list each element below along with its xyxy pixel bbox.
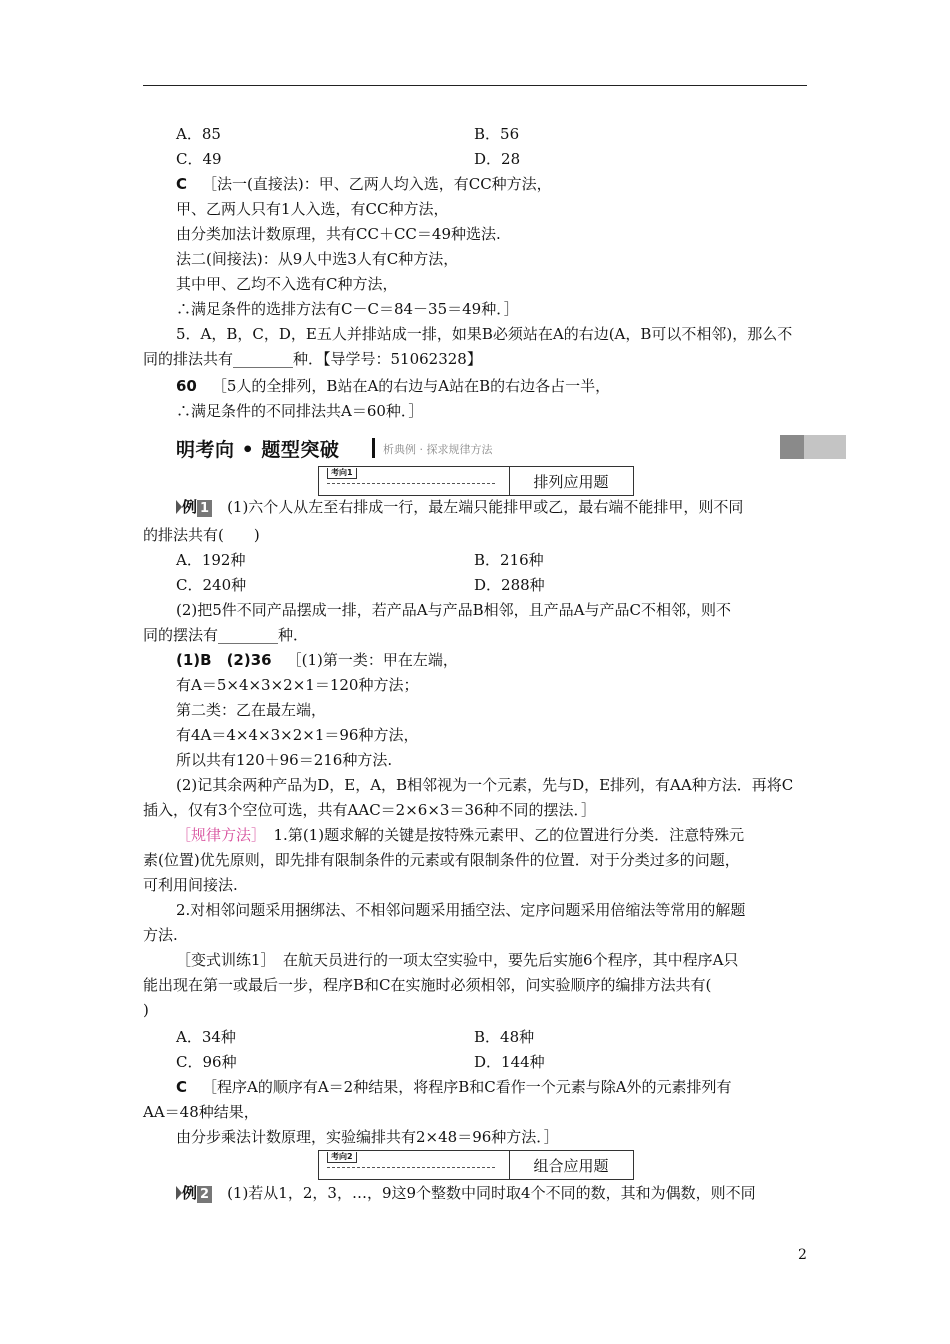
- line-text: 有4A＝4×4×3×2×1＝96种方法，: [176, 726, 419, 744]
- text-line: [474, 149, 520, 169]
- line-text: ［变式训练1］ 在航天员进行的一项太空实验中，要先后实施6个程序，其中程序A只: [176, 951, 739, 969]
- text-line: [143, 875, 238, 895]
- line-text: C．96种: [176, 1053, 237, 1071]
- text-line: [176, 650, 458, 670]
- text-line: [176, 174, 552, 194]
- line-text: (2)把5件不同产品摆成一排，若产品A与产品B相邻，且产品A与产品C不相邻，则不: [176, 601, 731, 619]
- line-text: ∴满足条件的不同排法共A＝60种．］: [176, 402, 424, 420]
- page-number: 2: [798, 1247, 807, 1263]
- text-line: [474, 575, 545, 595]
- line-text: B．48种: [474, 1028, 535, 1046]
- line-text: 第二类：乙在最左端，: [176, 701, 327, 719]
- text-line: [176, 324, 792, 344]
- text-line: [176, 249, 458, 269]
- line-text: 素(位置)优先原则，即先排有限制条件的元素或有限制条件的位置．对于分类过多的问题，: [143, 851, 740, 869]
- text-line: [143, 1102, 259, 1122]
- text-line: [176, 550, 245, 570]
- line-text: ［法一(直接法)：甲、乙两人均入选，有CC种方法，: [202, 175, 552, 193]
- line-text: C．49: [176, 150, 222, 168]
- topic-tag-box: [318, 1150, 634, 1180]
- text-line: [143, 525, 260, 545]
- example-text: (1)若从1，2，3，…，9这9个整数中同时取4个不同的数，其和为偶数，则不同: [212, 1184, 756, 1202]
- text-line: [143, 850, 740, 870]
- banner-divider: [372, 438, 375, 458]
- method-label: ［规律方法］: [176, 826, 267, 844]
- text-line: [176, 199, 449, 219]
- line-text: 同的摆法有________种．: [143, 626, 309, 644]
- text-line: [176, 825, 744, 845]
- text-line: [176, 1052, 237, 1072]
- line-text: 同的排法共有________种．【导学号：51062328】: [143, 350, 482, 368]
- topic-title: 组合应用题: [533, 1157, 609, 1175]
- text-line: [176, 274, 397, 294]
- example-number: 2: [197, 1186, 212, 1203]
- text-line: [176, 750, 392, 770]
- text-line: [176, 725, 418, 745]
- topic-title: 排列应用题: [533, 473, 609, 491]
- line-text: (2)记其余两种产品为D，E，A，B相邻视为一个元素，先与D，E排列，有AA种方法．再将C: [176, 776, 794, 794]
- line-text: C．240种: [176, 576, 247, 594]
- text-line: [176, 675, 418, 695]
- line-text: 由分类加法计数原理，共有CC＋CC＝49种选法.: [176, 225, 501, 243]
- dashed-line: [327, 1167, 495, 1168]
- line-text: 可利用间接法.: [143, 876, 238, 894]
- line-text: 有A＝5×4×3×2×1＝120种方法；: [176, 676, 419, 694]
- line-text: 1.第(1)题求解的关键是按特殊元素甲、乙的位置进行分类．注意特殊元: [273, 826, 745, 844]
- dashed-line: [327, 483, 495, 484]
- example-line: [176, 1183, 756, 1203]
- line-text: A．34种: [176, 1028, 236, 1046]
- header-rule: [143, 85, 807, 86]
- text-line: [474, 124, 519, 144]
- section-banner: [174, 435, 846, 461]
- text-line: [474, 1027, 534, 1047]
- example-text: (1)六个人从左至右排成一行，最左端只能排甲或乙，最右端不能排甲，则不同: [212, 498, 744, 516]
- line-text: 2.对相邻问题采用捆绑法、不相邻问题采用插空法、定序问题采用倍缩法等常用的解题: [176, 901, 746, 919]
- line-text: 能出现在第一或最后一步，程序B和C在实施时必须相邻，问实验顺序的编排方法共有(: [143, 976, 712, 994]
- example-label: 例: [182, 1184, 198, 1202]
- text-line: [176, 575, 246, 595]
- line-text: 插入，仅有3个空位可选，共有AAC＝2×6×3＝36种不同的摆法．］: [143, 801, 597, 819]
- line-text: 甲、乙两人只有1人入选，有CC种方法，: [176, 200, 449, 218]
- line-text: D．28: [474, 150, 521, 168]
- line-text: B．56: [474, 125, 520, 143]
- text-line: [176, 376, 610, 396]
- line-text: ［程序A的顺序有A＝2种结果，将程序B和C看作一个元素与除A外的元素排列有: [202, 1078, 732, 1096]
- line-text: ［(1)第一类：甲在左端，: [286, 651, 458, 669]
- line-text: 由分步乘法计数原理，实验编排共有2×48＝96种方法．］: [176, 1128, 559, 1146]
- example-line: [176, 497, 743, 517]
- text-line: [143, 625, 308, 645]
- text-line: [474, 550, 544, 570]
- topic-tag: 考向2: [327, 1152, 357, 1163]
- text-line: [474, 1052, 545, 1072]
- section-subtitle: 析典例 · 探求规律方法: [383, 443, 493, 456]
- text-line: [176, 700, 326, 720]
- line-text: A．85: [176, 125, 221, 143]
- text-line: [176, 299, 519, 319]
- answer-label: 60: [176, 377, 197, 395]
- example-label: 例: [182, 498, 198, 516]
- topic-tag: 考向1: [327, 468, 357, 479]
- banner-dark-block: [780, 435, 804, 459]
- text-line: [143, 800, 596, 820]
- text-line: [176, 124, 221, 144]
- line-text: A．192种: [176, 551, 246, 569]
- answer-label: C: [176, 175, 188, 193]
- line-text: 5．A，B，C，D，E五人并排站成一排，如果B必须站在A的右边(A，B可以不相邻)，那么不: [176, 325, 793, 343]
- text-line: [176, 950, 738, 970]
- text-line: [176, 900, 745, 920]
- example-number: 1: [197, 500, 212, 517]
- banner-light-block: [804, 435, 846, 459]
- topic-tag-box: [318, 466, 634, 496]
- text-line: [176, 775, 793, 795]
- line-text: 所以共有120＋96＝216种方法.: [176, 751, 393, 769]
- text-line: [176, 401, 423, 421]
- text-line: [176, 1127, 559, 1147]
- line-text: ∴满足条件的选排方法有C－C＝84－35＝49种．］: [176, 300, 519, 318]
- text-line: [143, 975, 711, 995]
- text-line: [176, 1077, 732, 1097]
- line-text: ［5人的全排列，B站在A的右边与A站在B的右边各占一半，: [211, 377, 611, 395]
- text-line: [176, 149, 222, 169]
- line-text: 法二(间接法)：从9人中选3人有C种方法，: [176, 250, 459, 268]
- text-line: [176, 224, 501, 244]
- line-text: B．216种: [474, 551, 544, 569]
- answer-label: C: [176, 1078, 188, 1096]
- answer-label: (1)B (2)36: [176, 651, 272, 669]
- line-text: ): [143, 1001, 149, 1019]
- text-line: [176, 600, 731, 620]
- text-line: [143, 349, 482, 369]
- section-title: 明考向 • 题型突破: [176, 439, 340, 461]
- line-text: AA＝48种结果，: [143, 1103, 259, 1121]
- text-line: [143, 1000, 149, 1020]
- line-text: 方法.: [143, 926, 178, 944]
- line-text: D．288种: [474, 576, 545, 594]
- text-line: [143, 925, 178, 945]
- line-text: D．144种: [474, 1053, 545, 1071]
- line-text: 的排法共有( ): [143, 526, 260, 544]
- line-text: 其中甲、乙均不入选有C种方法，: [176, 275, 398, 293]
- text-line: [176, 1027, 236, 1047]
